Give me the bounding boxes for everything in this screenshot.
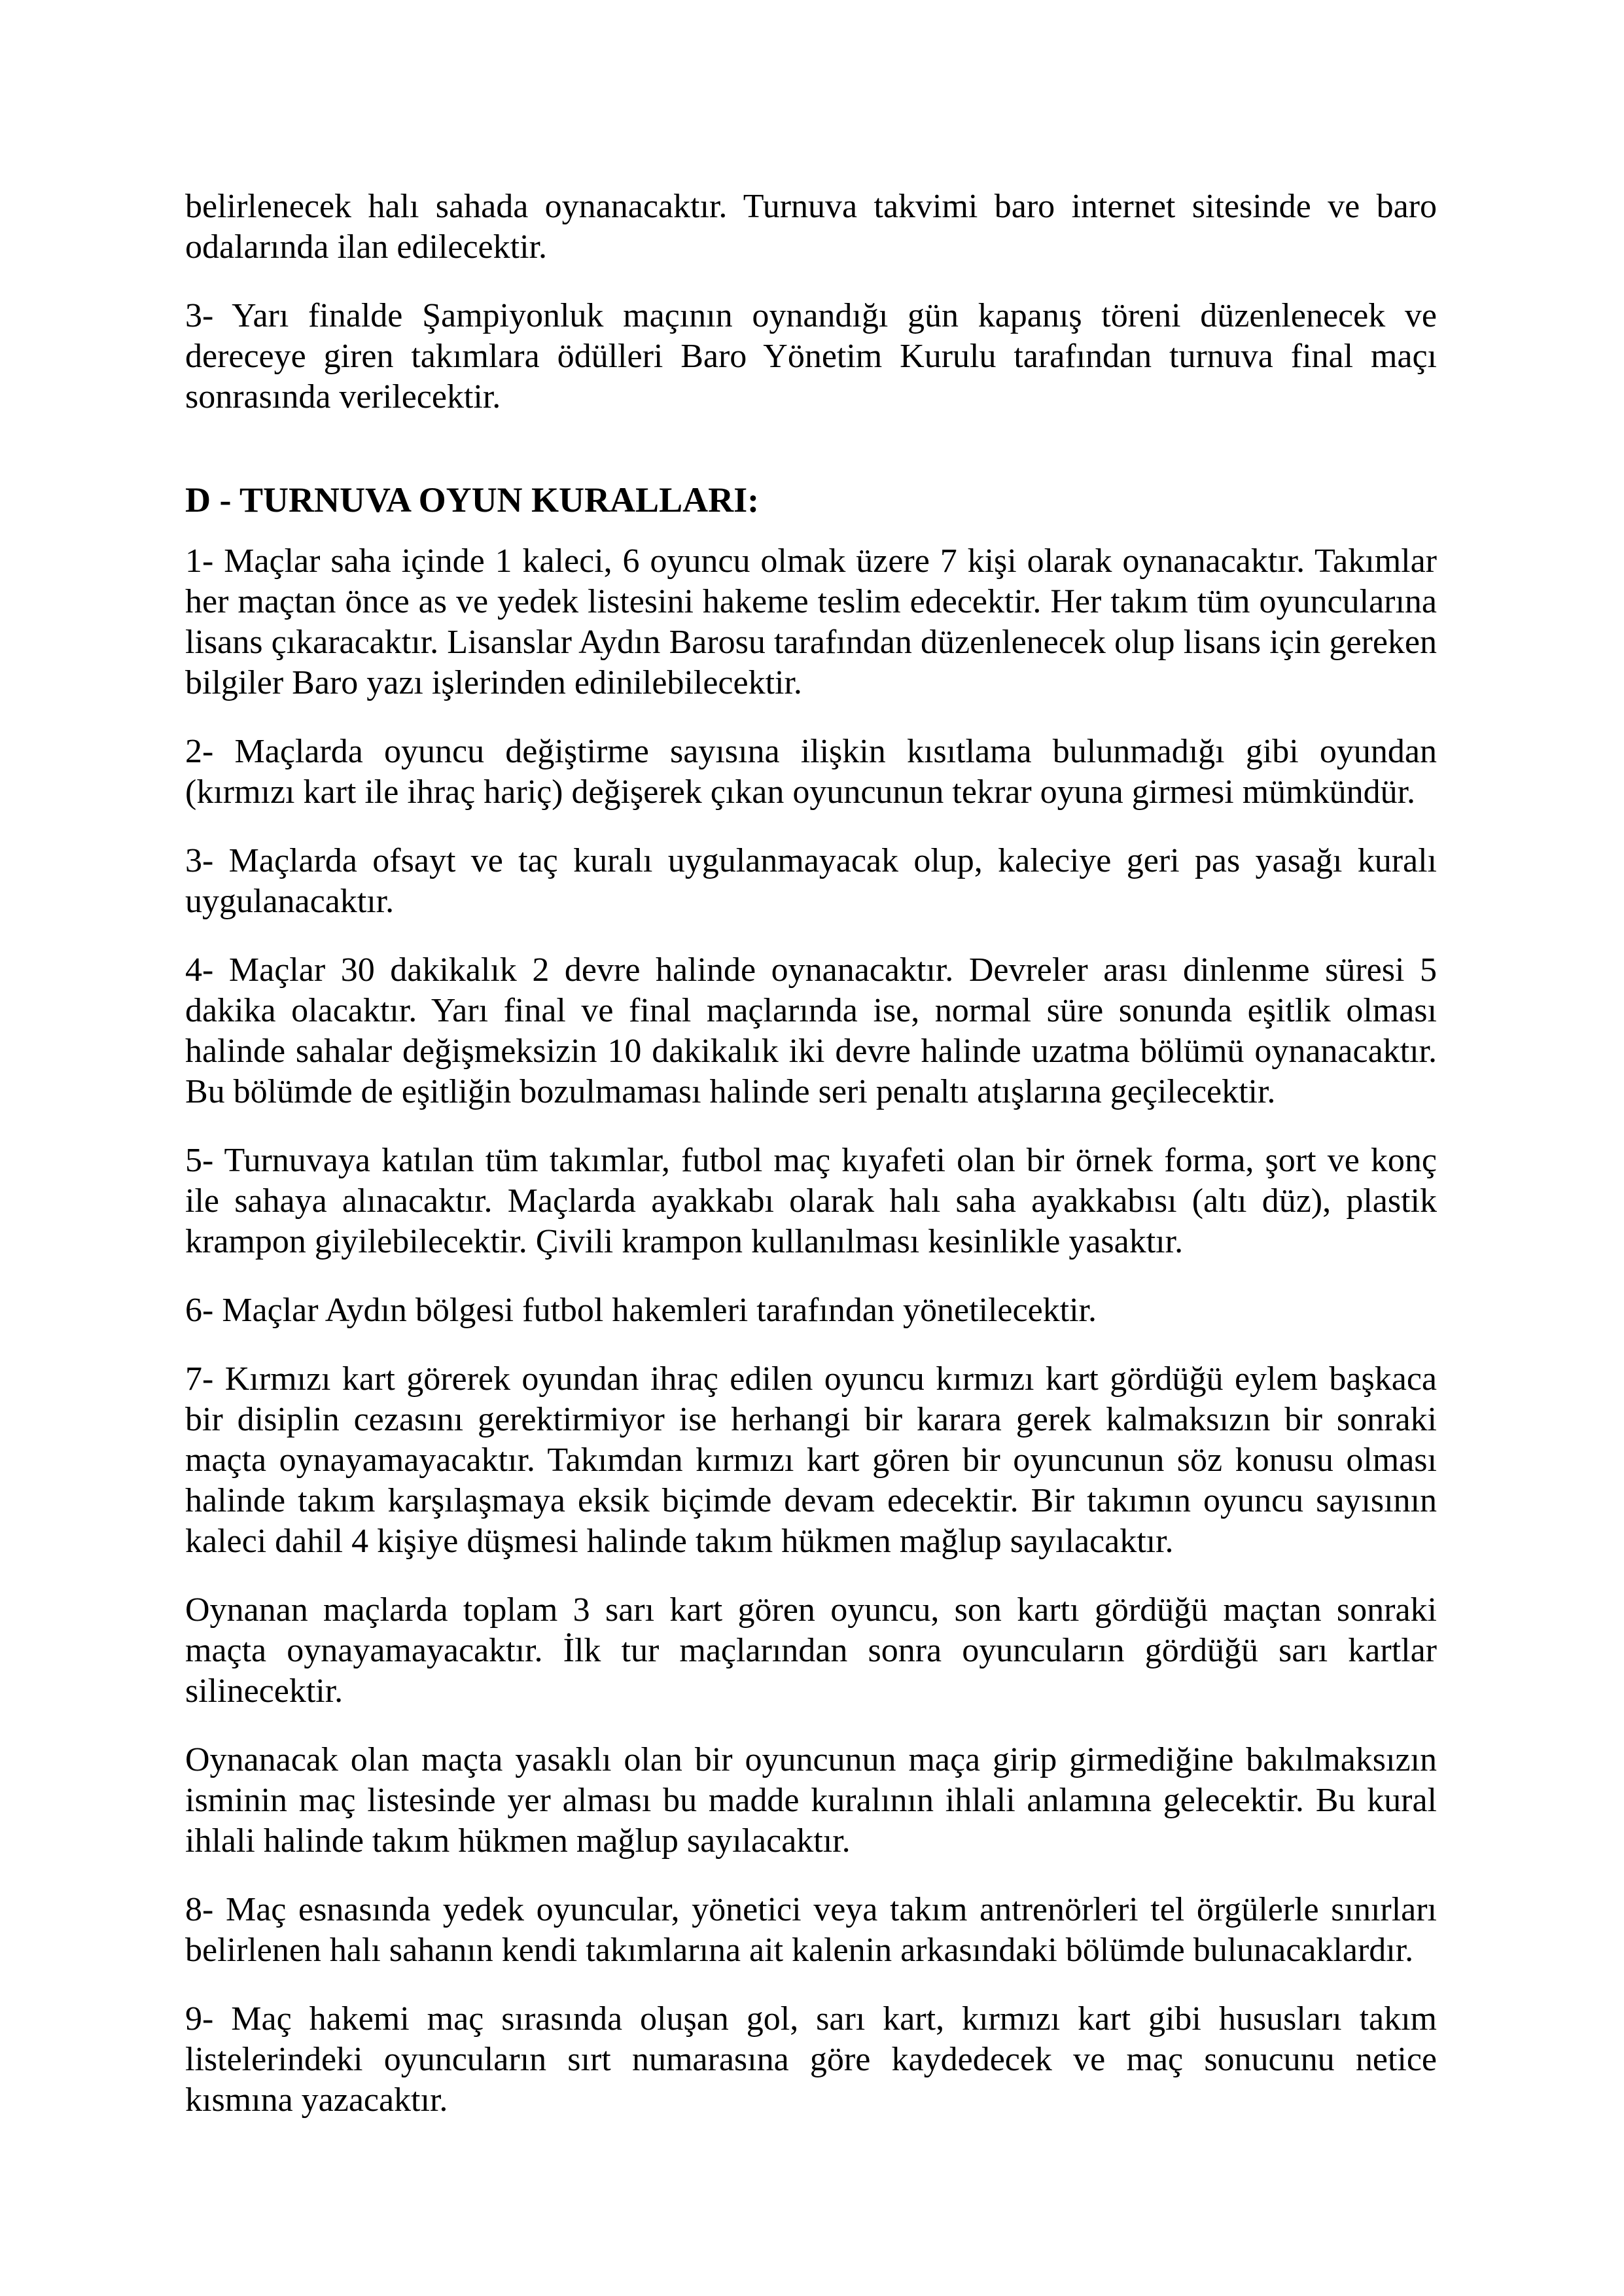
rule-paragraph-2: 2- Maçlarda oyuncu değiştirme sayısına ilişkin kısıtlama bulunmadığı gibi oyundan (kırmızı kart ile ihraç hariç) değişerek çıkan oyuncunun tekrar oyuna girmesi mümkündür. (185, 733, 1437, 811)
rule-paragraph-yellow-cards: Oynanan maçlarda toplam 3 sarı kart gören oyuncu, son kartı gördüğü maçtan sonraki maçta oynayamayacaktır. İlk tur maçlarından sonra oyuncuların gördüğü sarı kartlar silinecektir. (185, 1591, 1437, 1710)
rule-paragraph-4: 4- Maçlar 30 dakikalık 2 devre halinde oynanacaktır. Devreler arası dinlenme süresi 5 dakika olacaktır. Yarı final ve final maçlarında ise, normal süre sonunda eşitlik olması halinde sahalar değişmeksizin 10 dakikalık iki devre halinde uzatma bölümü oynanacaktır. Bu bölümde de eşitliğin bozulmaması halinde seri penaltı atışlarına geçilecektir. (185, 951, 1437, 1110)
intro-paragraph-2: 3- Yarı finalde Şampiyonluk maçının oynandığı gün kapanış töreni düzenlenecek ve dereceye giren takımlara ödülleri Baro Yönetim Kurulu tarafından turnuva final maçı sonrasında verilecektir. (185, 297, 1437, 415)
rule-paragraph-3: 3- Maçlarda ofsayt ve taç kuralı uygulanmayacak olup, kaleciye geri pas yasağı kuralı uygulanacaktır. (185, 842, 1437, 920)
document-content (185, 186, 1437, 2149)
rule-paragraph-1: 1- Maçlar saha içinde 1 kaleci, 6 oyuncu olmak üzere 7 kişi olarak oynanacaktır. Takımlar her maçtan önce as ve yedek listesini hakeme teslim edecektir. Her takım tüm oyuncularına lisans çıkaracaktır. Lisanslar Aydın Barosu tarafından düzenlenecek olup lisans için gereken bilgiler Baro yazı işlerinden edinilebilecektir. (185, 542, 1437, 701)
rule-paragraph-6: 6- Maçlar Aydın bölgesi futbol hakemleri tarafından yönetilecektir. (185, 1292, 1097, 1329)
rule-paragraph-5: 5- Turnuvaya katılan tüm takımlar, futbol maç kıyafeti olan bir örnek forma, şort ve konç ile sahaya alınacaktır. Maçlarda ayakkabı olarak halı saha ayakkabısı (altı düz), plastik krampon giyilebilecektir. Çivili krampon kullanılması kesinlikle yasaktır. (185, 1142, 1437, 1260)
intro-paragraph-1: belirlenecek halı sahada oynanacaktır. Turnuva takvimi baro internet sitesinde ve baro odalarında ilan edilecektir. (185, 188, 1437, 266)
rule-paragraph-9: 9- Maç hakemi maç sırasında oluşan gol, sarı kart, kırmızı kart gibi hususları takım listelerindeki oyuncuların sırt numarasına göre kaydedecek ve maç sonucunu netice kısmına yazacaktır. (185, 2000, 1437, 2119)
section-heading: D - TURNUVA OYUN KURALLARI: (185, 480, 760, 520)
rule-paragraph-7: 7- Kırmızı kart görerek oyundan ihraç edilen oyuncu kırmızı kart gördüğü eylem başkaca bir disiplin cezasını gerektirmiyor ise herhangi bir karara gerek kalmaksızın bir sonraki maçta oynayamayacaktır. Takımdan kırmızı kart gören bir oyuncunun söz konusu olması halinde takım karşılaşmaya eksik biçimde devam edecektir. Bir takımın oyuncu sayısının kaleci dahil 4 kişiye düşmesi halinde takım hükmen mağlup sayılacaktır. (185, 1360, 1437, 1560)
rule-paragraph-8: 8- Maç esnasında yedek oyuncular, yönetici veya takım antrenörleri tel örgülerle sınırları belirlenen halı sahanın kendi takımlarına ait kalenin arkasındaki bölümde bulunacaklardır. (185, 1891, 1437, 1969)
rule-paragraph-banned-player: Oynanacak olan maçta yasaklı olan bir oyuncunun maça girip girmediğine bakılmaksızın isminin maç listesinde yer alması bu madde kuralının ihlali anlamına gelecektir. Bu kural ihlali halinde takım hükmen mağlup sayılacaktır. (185, 1741, 1437, 1860)
